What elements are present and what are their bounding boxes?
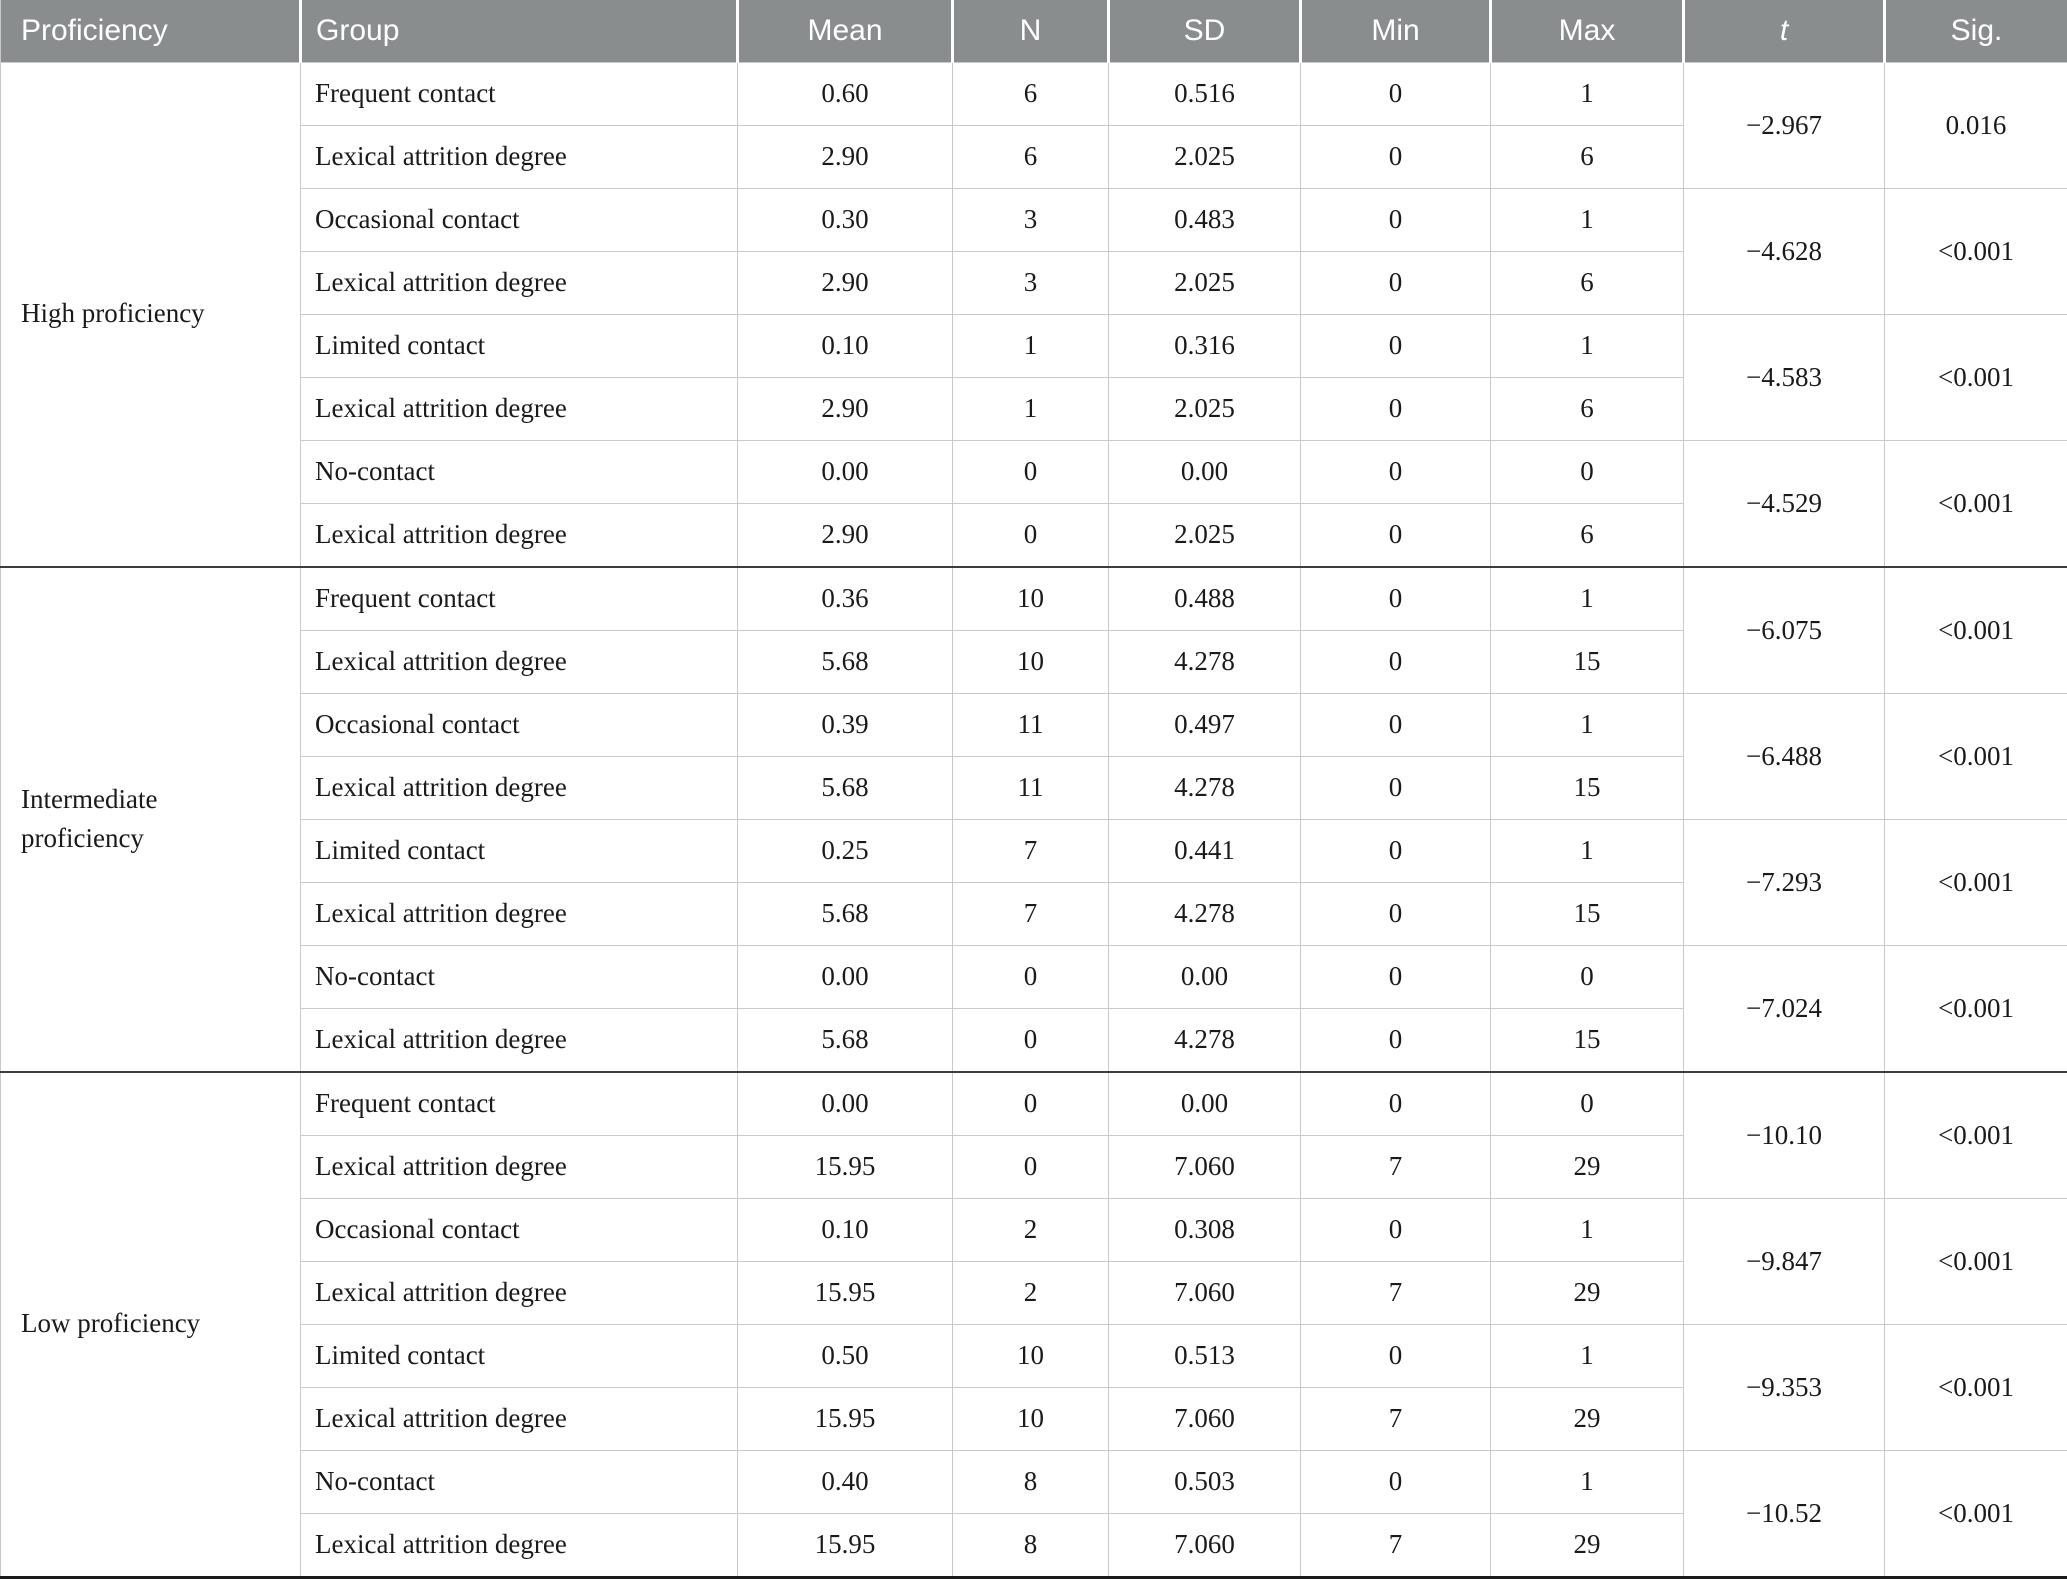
mean-cell: 2.90 (738, 251, 953, 314)
n-cell: 10 (953, 567, 1109, 631)
sd-cell: 0.516 (1109, 62, 1301, 125)
min-cell: 7 (1301, 1513, 1491, 1577)
n-cell: 6 (953, 125, 1109, 188)
max-cell: 29 (1491, 1135, 1684, 1198)
n-cell: 3 (953, 251, 1109, 314)
min-cell: 0 (1301, 1324, 1491, 1387)
mean-cell: 0.00 (738, 945, 953, 1008)
n-cell: 3 (953, 188, 1109, 251)
min-cell: 0 (1301, 503, 1491, 567)
max-cell: 0 (1491, 440, 1684, 503)
mean-cell: 0.00 (738, 440, 953, 503)
mean-cell: 2.90 (738, 377, 953, 440)
column-header-max: Max (1491, 0, 1684, 62)
sig-value-cell: <0.001 (1885, 188, 2067, 314)
mean-cell: 0.30 (738, 188, 953, 251)
mean-cell: 15.95 (738, 1387, 953, 1450)
group-cell: Frequent contact (301, 567, 738, 631)
min-cell: 0 (1301, 188, 1491, 251)
column-header-t: t (1684, 0, 1885, 62)
sd-cell: 7.060 (1109, 1387, 1301, 1450)
group-cell: Occasional contact (301, 1198, 738, 1261)
sig-value-cell: <0.001 (1885, 1072, 2067, 1199)
min-cell: 0 (1301, 1072, 1491, 1136)
mean-cell: 0.50 (738, 1324, 953, 1387)
mean-cell: 0.00 (738, 1072, 953, 1136)
max-cell: 15 (1491, 882, 1684, 945)
max-cell: 1 (1491, 314, 1684, 377)
min-cell: 0 (1301, 1008, 1491, 1072)
n-cell: 2 (953, 1198, 1109, 1261)
group-cell: Lexical attrition degree (301, 1135, 738, 1198)
n-cell: 11 (953, 693, 1109, 756)
n-cell: 0 (953, 1008, 1109, 1072)
min-cell: 0 (1301, 630, 1491, 693)
sd-cell: 7.060 (1109, 1135, 1301, 1198)
mean-cell: 2.90 (738, 125, 953, 188)
sig-value-cell: <0.001 (1885, 1198, 2067, 1324)
table-row (1, 1072, 2067, 1136)
sd-cell: 0.497 (1109, 693, 1301, 756)
t-value-cell: −9.353 (1684, 1324, 1885, 1450)
group-cell: Limited contact (301, 314, 738, 377)
table-row (1, 1198, 2067, 1261)
n-cell: 7 (953, 882, 1109, 945)
sd-cell: 4.278 (1109, 630, 1301, 693)
sd-cell: 0.316 (1109, 314, 1301, 377)
table-row (1, 945, 2067, 1008)
group-cell: Lexical attrition degree (301, 882, 738, 945)
max-cell: 29 (1491, 1261, 1684, 1324)
sd-cell: 7.060 (1109, 1261, 1301, 1324)
group-cell: Lexical attrition degree (301, 251, 738, 314)
sig-value-cell: <0.001 (1885, 1324, 2067, 1450)
min-cell: 0 (1301, 693, 1491, 756)
sd-cell: 2.025 (1109, 503, 1301, 567)
min-cell: 0 (1301, 314, 1491, 377)
n-cell: 0 (953, 440, 1109, 503)
min-cell: 0 (1301, 756, 1491, 819)
sd-cell: 0.513 (1109, 1324, 1301, 1387)
group-cell: Lexical attrition degree (301, 377, 738, 440)
group-cell: Occasional contact (301, 693, 738, 756)
min-cell: 0 (1301, 1450, 1491, 1513)
min-cell: 0 (1301, 251, 1491, 314)
max-cell: 6 (1491, 503, 1684, 567)
mean-cell: 5.68 (738, 630, 953, 693)
max-cell: 1 (1491, 1324, 1684, 1387)
n-cell: 10 (953, 1324, 1109, 1387)
group-cell: Lexical attrition degree (301, 1513, 738, 1577)
max-cell: 1 (1491, 1450, 1684, 1513)
sd-cell: 4.278 (1109, 756, 1301, 819)
min-cell: 7 (1301, 1135, 1491, 1198)
mean-cell: 0.10 (738, 314, 953, 377)
group-cell: Limited contact (301, 1324, 738, 1387)
group-cell: Lexical attrition degree (301, 1008, 738, 1072)
min-cell: 7 (1301, 1261, 1491, 1324)
min-cell: 7 (1301, 1387, 1491, 1450)
mean-cell: 15.95 (738, 1261, 953, 1324)
sd-cell: 0.488 (1109, 567, 1301, 631)
group-cell: Frequent contact (301, 62, 738, 125)
mean-cell: 2.90 (738, 503, 953, 567)
group-cell: Lexical attrition degree (301, 1387, 738, 1450)
min-cell: 0 (1301, 1198, 1491, 1261)
sig-value-cell: <0.001 (1885, 440, 2067, 567)
sig-value-cell: <0.001 (1885, 567, 2067, 694)
table-header (1, 0, 2067, 62)
max-cell: 29 (1491, 1513, 1684, 1577)
sd-cell: 0.483 (1109, 188, 1301, 251)
column-header-proficiency: Proficiency (1, 0, 301, 62)
column-header-group: Group (301, 0, 738, 62)
mean-cell: 5.68 (738, 756, 953, 819)
t-value-cell: −4.628 (1684, 188, 1885, 314)
t-value-cell: −6.488 (1684, 693, 1885, 819)
sd-cell: 7.060 (1109, 1513, 1301, 1577)
max-cell: 6 (1491, 251, 1684, 314)
column-header-mean: Mean (738, 0, 953, 62)
table-row (1, 567, 2067, 631)
n-cell: 0 (953, 1135, 1109, 1198)
table-row (1, 1450, 2067, 1513)
n-cell: 8 (953, 1450, 1109, 1513)
max-cell: 1 (1491, 819, 1684, 882)
group-cell: Lexical attrition degree (301, 630, 738, 693)
table-body (1, 62, 2067, 1577)
table-row (1, 819, 2067, 882)
t-value-cell: −2.967 (1684, 62, 1885, 188)
n-cell: 7 (953, 819, 1109, 882)
sd-cell: 0.441 (1109, 819, 1301, 882)
header-row (1, 0, 2067, 62)
min-cell: 0 (1301, 882, 1491, 945)
sig-value-cell: <0.001 (1885, 314, 2067, 440)
n-cell: 10 (953, 1387, 1109, 1450)
column-header-n: N (953, 0, 1109, 62)
max-cell: 29 (1491, 1387, 1684, 1450)
n-cell: 10 (953, 630, 1109, 693)
max-cell: 1 (1491, 693, 1684, 756)
t-value-cell: −4.529 (1684, 440, 1885, 567)
n-cell: 1 (953, 314, 1109, 377)
max-cell: 6 (1491, 377, 1684, 440)
min-cell: 0 (1301, 819, 1491, 882)
mean-cell: 0.25 (738, 819, 953, 882)
group-cell: Limited contact (301, 819, 738, 882)
sd-cell: 0.00 (1109, 1072, 1301, 1136)
mean-cell: 0.60 (738, 62, 953, 125)
mean-cell: 5.68 (738, 882, 953, 945)
n-cell: 2 (953, 1261, 1109, 1324)
column-header-min: Min (1301, 0, 1491, 62)
table-row (1, 314, 2067, 377)
sd-cell: 4.278 (1109, 882, 1301, 945)
max-cell: 1 (1491, 1198, 1684, 1261)
mean-cell: 0.10 (738, 1198, 953, 1261)
min-cell: 0 (1301, 377, 1491, 440)
t-value-cell: −10.52 (1684, 1450, 1885, 1577)
sig-value-cell: <0.001 (1885, 819, 2067, 945)
max-cell: 15 (1491, 630, 1684, 693)
table-row (1, 693, 2067, 756)
sd-cell: 2.025 (1109, 251, 1301, 314)
group-cell: No-contact (301, 945, 738, 1008)
group-cell: Occasional contact (301, 188, 738, 251)
n-cell: 0 (953, 945, 1109, 1008)
t-value-cell: −9.847 (1684, 1198, 1885, 1324)
table-row (1, 440, 2067, 503)
min-cell: 0 (1301, 125, 1491, 188)
t-value-cell: −10.10 (1684, 1072, 1885, 1199)
max-cell: 6 (1491, 125, 1684, 188)
t-value-cell: −6.075 (1684, 567, 1885, 694)
proficiency-cell: High proficiency (1, 62, 301, 567)
proficiency-cell: Low proficiency (1, 1072, 301, 1578)
n-cell: 0 (953, 503, 1109, 567)
sd-cell: 0.503 (1109, 1450, 1301, 1513)
group-cell: No-contact (301, 1450, 738, 1513)
group-cell: Lexical attrition degree (301, 1261, 738, 1324)
group-cell: Lexical attrition degree (301, 503, 738, 567)
t-value-cell: −7.293 (1684, 819, 1885, 945)
max-cell: 15 (1491, 756, 1684, 819)
table-row (1, 1324, 2067, 1387)
mean-cell: 0.40 (738, 1450, 953, 1513)
n-cell: 1 (953, 377, 1109, 440)
group-cell: Frequent contact (301, 1072, 738, 1136)
sig-value-cell: <0.001 (1885, 945, 2067, 1072)
max-cell: 0 (1491, 1072, 1684, 1136)
table-row (1, 188, 2067, 251)
sd-cell: 0.308 (1109, 1198, 1301, 1261)
sd-cell: 0.00 (1109, 440, 1301, 503)
min-cell: 0 (1301, 62, 1491, 125)
min-cell: 0 (1301, 945, 1491, 1008)
table-row (1, 62, 2067, 125)
group-cell: Lexical attrition degree (301, 756, 738, 819)
proficiency-cell: Intermediate proficiency (1, 567, 301, 1072)
sig-value-cell: <0.001 (1885, 693, 2067, 819)
mean-cell: 15.95 (738, 1135, 953, 1198)
min-cell: 0 (1301, 440, 1491, 503)
min-cell: 0 (1301, 567, 1491, 631)
t-value-cell: −7.024 (1684, 945, 1885, 1072)
sd-cell: 2.025 (1109, 125, 1301, 188)
group-cell: No-contact (301, 440, 738, 503)
sd-cell: 0.00 (1109, 945, 1301, 1008)
mean-cell: 0.39 (738, 693, 953, 756)
mean-cell: 5.68 (738, 1008, 953, 1072)
max-cell: 1 (1491, 567, 1684, 631)
column-header-sd: SD (1109, 0, 1301, 62)
group-cell: Lexical attrition degree (301, 125, 738, 188)
n-cell: 6 (953, 62, 1109, 125)
sig-value-cell: <0.001 (1885, 1450, 2067, 1577)
max-cell: 1 (1491, 188, 1684, 251)
mean-cell: 0.36 (738, 567, 953, 631)
sig-value-cell: 0.016 (1885, 62, 2067, 188)
max-cell: 0 (1491, 945, 1684, 1008)
max-cell: 1 (1491, 62, 1684, 125)
column-header-sig: Sig. (1885, 0, 2067, 62)
sd-cell: 4.278 (1109, 1008, 1301, 1072)
n-cell: 8 (953, 1513, 1109, 1577)
t-value-cell: −4.583 (1684, 314, 1885, 440)
n-cell: 0 (953, 1072, 1109, 1136)
n-cell: 11 (953, 756, 1109, 819)
sd-cell: 2.025 (1109, 377, 1301, 440)
mean-cell: 15.95 (738, 1513, 953, 1577)
max-cell: 15 (1491, 1008, 1684, 1072)
